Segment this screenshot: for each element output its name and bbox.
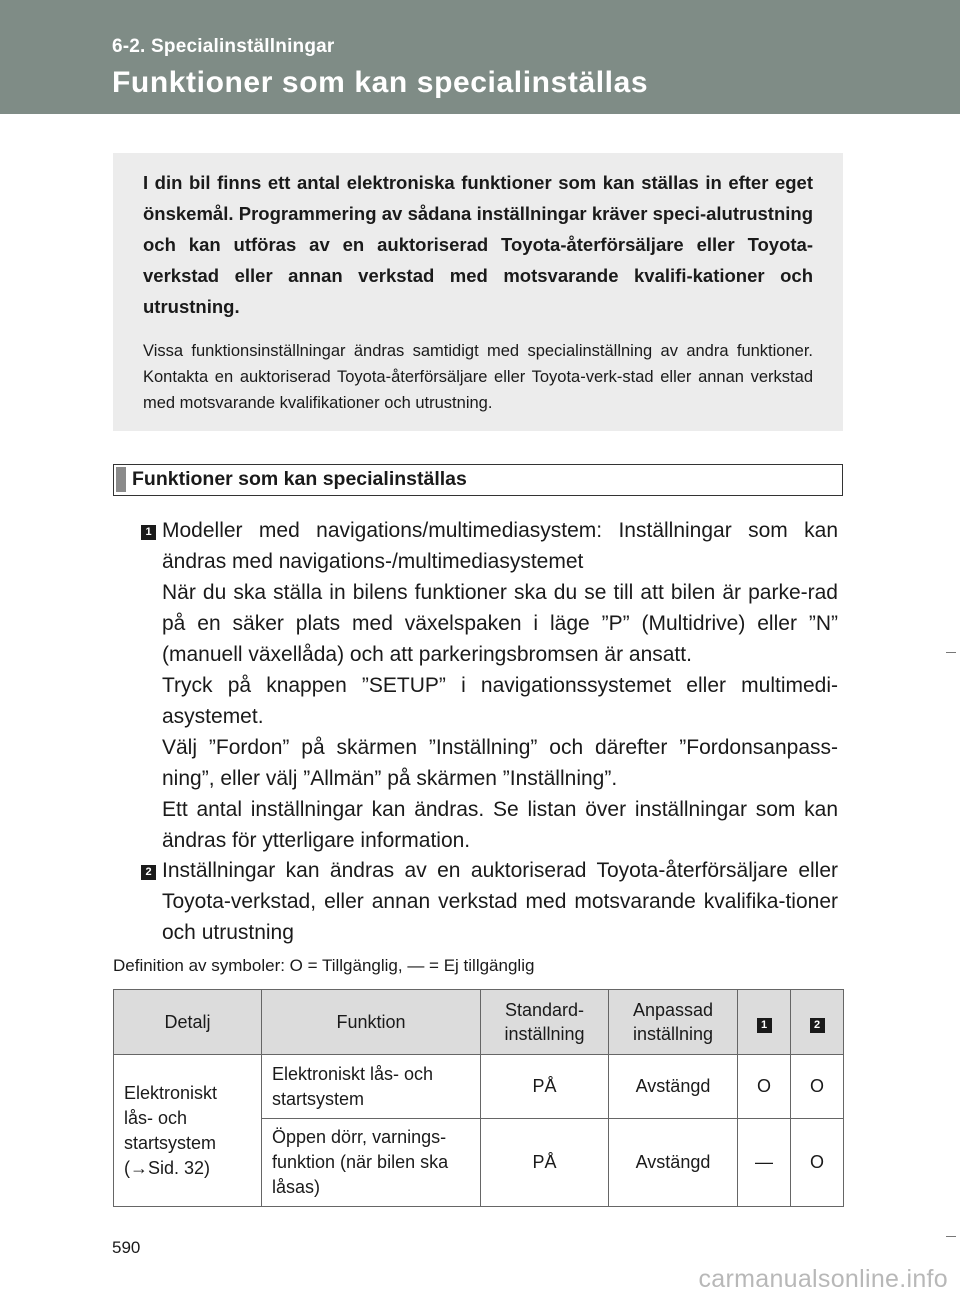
item-1-badge: 1 bbox=[141, 525, 156, 540]
cell-availability-2: O bbox=[791, 1119, 844, 1207]
item-1-paragraph: Modeller med navigations/multimediasystem: Inställningar som kan ändras med navigations-/multimediasystemet bbox=[162, 519, 838, 573]
item-1-paragraph: Ett antal inställningar kan ändras. Se listan över inställningar som kan ändras för ytterligare information. bbox=[162, 798, 838, 852]
detail-line: (→Sid. 32) bbox=[124, 1157, 211, 1178]
watermark-text: carmanualsonline.info bbox=[698, 1265, 948, 1293]
item-1-paragraph: När du ska ställa in bilens funktioner ska du se till att bilen är parke-rad på en säker plats med växelspaken i läge ”P” (Multidrive) eller ”N” (manuell växellåda) och att parkeringsbromsen är ansatt. bbox=[162, 581, 838, 666]
table-row bbox=[114, 1055, 844, 1119]
detail-line: lås- och bbox=[124, 1107, 188, 1128]
cell-detail bbox=[114, 1055, 262, 1207]
cell-default: PÅ bbox=[481, 1055, 609, 1119]
margin-tick bbox=[946, 1236, 956, 1237]
page-title: Funktioner som kan specialinställas bbox=[112, 66, 649, 99]
cell-custom: Avstängd bbox=[609, 1119, 738, 1207]
item-1-paragraph: Välj ”Fordon” på skärmen ”Inställning” och därefter ”Fordonsanpass-ning”, eller välj ”Allmän” på skärmen ”Inställning”. bbox=[162, 736, 838, 790]
header-detail: Detalj bbox=[114, 990, 262, 1055]
header-custom: Anpassad inställning bbox=[609, 990, 738, 1055]
detail-line: startsystem bbox=[124, 1132, 217, 1153]
header-function: Funktion bbox=[262, 990, 481, 1055]
customization-table bbox=[113, 989, 844, 1207]
header-col2 bbox=[791, 990, 844, 1055]
cell-availability-2: O bbox=[791, 1055, 844, 1119]
section-label: 6-2. Specialinställningar bbox=[112, 36, 335, 57]
item-1-paragraph: Tryck på knappen ”SETUP” i navigationssystemet eller multimedi-asystemet. bbox=[162, 674, 838, 728]
cell-custom: Avstängd bbox=[609, 1055, 738, 1119]
page-header bbox=[0, 0, 960, 114]
header-default: Standard-inställning bbox=[481, 990, 609, 1055]
page-number: 590 bbox=[112, 1238, 141, 1257]
intro-box bbox=[113, 153, 843, 431]
subheading-bar bbox=[116, 467, 126, 492]
item-1 bbox=[162, 515, 838, 856]
symbol-definition: Definition av symboler: O = Tillgänglig, — = Ej tillgänglig bbox=[113, 956, 535, 975]
table-header-row bbox=[114, 990, 844, 1055]
item-2-badge: 2 bbox=[141, 865, 156, 880]
cell-function: Öppen dörr, varnings-funktion (när bilen ska låsas) bbox=[262, 1119, 481, 1207]
intro-note-text: Vissa funktionsinställningar ändras samtidigt med specialinställning av andra funktioner. Kontakta en auktoriserad Toyota-återförsäljare eller Toyota-verk-stad eller annan verkstad med motsvarande kvalifikationer och utrustning. bbox=[143, 342, 813, 412]
item-2-paragraph: Inställningar kan ändras av en auktoriserad Toyota-återförsäljare eller Toyota-verkstad, eller annan verkstad med motsvarande kvalifika-tioner och utrustning bbox=[162, 859, 838, 944]
cell-availability-1: — bbox=[738, 1119, 791, 1207]
subheading bbox=[113, 464, 843, 496]
header-badge-1: 1 bbox=[757, 1018, 772, 1033]
intro-bold-text: I din bil finns ett antal elektroniska funktioner som kan ställas in efter eget önskemål. Programmering av sådana inställningar kräver speci-alutrustning och kan utföras av en auktoriserad Toyota-återförsäljare eller Toyota-verkstad eller annan verkstad med motsvarande kvalifi-kationer och utrustning. bbox=[143, 172, 813, 317]
subheading-text: Funktioner som kan specialinställas bbox=[132, 468, 467, 490]
detail-line: Elektroniskt bbox=[124, 1082, 218, 1103]
cell-availability-1: O bbox=[738, 1055, 791, 1119]
header-badge-2: 2 bbox=[810, 1018, 825, 1033]
item-2 bbox=[162, 855, 838, 948]
cell-default: PÅ bbox=[481, 1119, 609, 1207]
header-col1 bbox=[738, 990, 791, 1055]
cell-function: Elektroniskt lås- och startsystem bbox=[262, 1055, 481, 1119]
margin-tick bbox=[946, 652, 956, 653]
